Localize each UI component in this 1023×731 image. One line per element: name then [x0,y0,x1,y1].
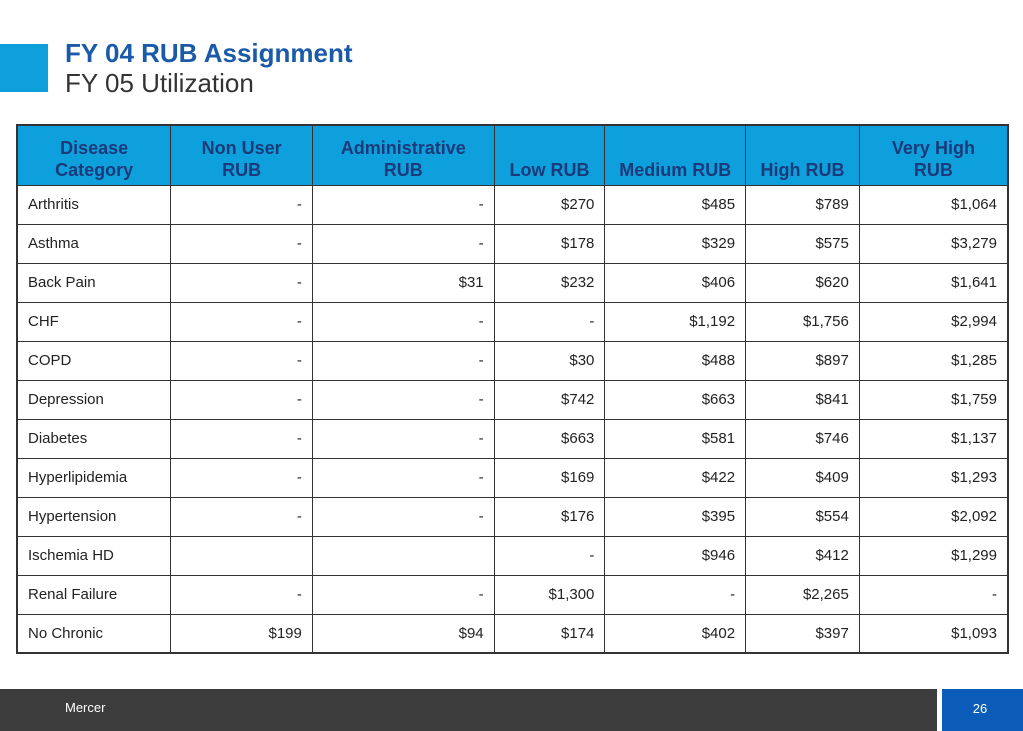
column-header-line: Very High [891,137,975,158]
cost-cell [312,536,494,575]
cost-cell [171,536,313,575]
disease-category-cell: Renal Failure [17,575,171,614]
column-header-line: RUB [222,159,262,180]
disease-category-cell: Hyperlipidemia [17,458,171,497]
cost-cell: $620 [746,263,860,302]
cost-cell: $30 [494,341,605,380]
cost-cell: - [171,302,313,341]
cost-cell: $31 [312,263,494,302]
footer-bar [0,689,937,731]
cost-cell: - [312,380,494,419]
accent-block [0,44,48,92]
disease-category-cell: Depression [17,380,171,419]
column-header [494,125,605,185]
cost-cell: - [171,575,313,614]
cost-cell: $1,300 [494,575,605,614]
column-header-line: Category [55,159,134,180]
cost-cell: $1,137 [859,419,1008,458]
disease-category-cell: COPD [17,341,171,380]
cost-cell: - [605,575,746,614]
column-header [17,125,171,185]
cost-cell: - [312,497,494,536]
cost-cell: - [312,575,494,614]
cost-cell: $581 [605,419,746,458]
cost-cell: $176 [494,497,605,536]
cost-cell: $663 [605,380,746,419]
column-header [605,125,746,185]
disease-category-cell: Asthma [17,224,171,263]
cost-cell: $169 [494,458,605,497]
cost-cell: $1,192 [605,302,746,341]
cost-cell: - [312,458,494,497]
column-header-line: RUB [913,159,953,180]
cost-cell: $412 [746,536,860,575]
cost-cell: - [312,224,494,263]
slide-title: FY 04 RUB Assignment [65,38,353,68]
cost-cell: $1,299 [859,536,1008,575]
table-row [17,341,1008,380]
cost-cell: $2,994 [859,302,1008,341]
cost-cell: $94 [312,614,494,653]
table-row [17,497,1008,536]
column-header-line: Non User [201,137,282,158]
table-row [17,419,1008,458]
cost-cell: $575 [746,224,860,263]
disease-category-cell: Hypertension [17,497,171,536]
cost-cell: $402 [605,614,746,653]
cost-cell: $946 [605,536,746,575]
cost-cell: - [171,497,313,536]
cost-cell: $1,293 [859,458,1008,497]
cost-cell: $397 [746,614,860,653]
rub-table [16,124,1009,654]
column-header-line: High RUB [760,159,845,180]
table-row [17,185,1008,224]
cost-cell: $409 [746,458,860,497]
slide-subtitle: FY 05 Utilization [65,68,254,98]
cost-cell: $1,641 [859,263,1008,302]
table-row [17,224,1008,263]
column-header-line: Low RUB [509,159,590,180]
page-number: 26 [972,701,988,716]
cost-cell: - [312,185,494,224]
disease-category-cell: Back Pain [17,263,171,302]
cost-cell: $488 [605,341,746,380]
cost-cell: - [171,263,313,302]
column-header-line: Disease [60,137,129,158]
cost-cell: - [494,536,605,575]
cost-cell: - [171,185,313,224]
column-header [859,125,1008,185]
table-row [17,614,1008,653]
cost-cell: - [171,224,313,263]
table-row [17,263,1008,302]
cost-cell: - [171,419,313,458]
cost-cell: $174 [494,614,605,653]
table-header-row [17,125,1008,185]
cost-cell: $178 [494,224,605,263]
cost-cell: $395 [605,497,746,536]
disease-category-cell: Arthritis [17,185,171,224]
cost-cell: $841 [746,380,860,419]
cost-cell: - [312,302,494,341]
column-header-line: Medium RUB [619,159,732,180]
cost-cell: - [171,341,313,380]
footer-label: Mercer [65,700,106,715]
cost-cell: $232 [494,263,605,302]
cost-cell: $1,064 [859,185,1008,224]
cost-cell: $406 [605,263,746,302]
cost-cell: $897 [746,341,860,380]
cost-cell: $199 [171,614,313,653]
table-row [17,575,1008,614]
cost-cell: $270 [494,185,605,224]
cost-cell: $2,092 [859,497,1008,536]
column-header [171,125,313,185]
table-body [17,185,1008,653]
cost-cell: $3,279 [859,224,1008,263]
disease-category-cell: CHF [17,302,171,341]
cost-cell: $422 [605,458,746,497]
column-header [746,125,860,185]
cost-cell: - [859,575,1008,614]
cost-cell: $2,265 [746,575,860,614]
table-row [17,302,1008,341]
cost-cell: - [171,458,313,497]
cost-cell: $485 [605,185,746,224]
cost-cell: $789 [746,185,860,224]
table-row [17,536,1008,575]
cost-cell: $329 [605,224,746,263]
cost-cell: $663 [494,419,605,458]
disease-category-cell: Diabetes [17,419,171,458]
cost-cell: $1,756 [746,302,860,341]
column-header [312,125,494,185]
cost-cell: - [312,341,494,380]
column-header-line: Administrative [340,137,466,158]
cost-cell: - [171,380,313,419]
table-row [17,380,1008,419]
cost-cell: $1,759 [859,380,1008,419]
disease-category-cell: Ischemia HD [17,536,171,575]
column-header-line: RUB [383,159,423,180]
table-row [17,458,1008,497]
cost-cell: $746 [746,419,860,458]
disease-category-cell: No Chronic [17,614,171,653]
cost-cell: $554 [746,497,860,536]
cost-cell: $1,285 [859,341,1008,380]
cost-cell: $742 [494,380,605,419]
cost-cell: $1,093 [859,614,1008,653]
cost-cell: - [312,419,494,458]
cost-cell: - [494,302,605,341]
